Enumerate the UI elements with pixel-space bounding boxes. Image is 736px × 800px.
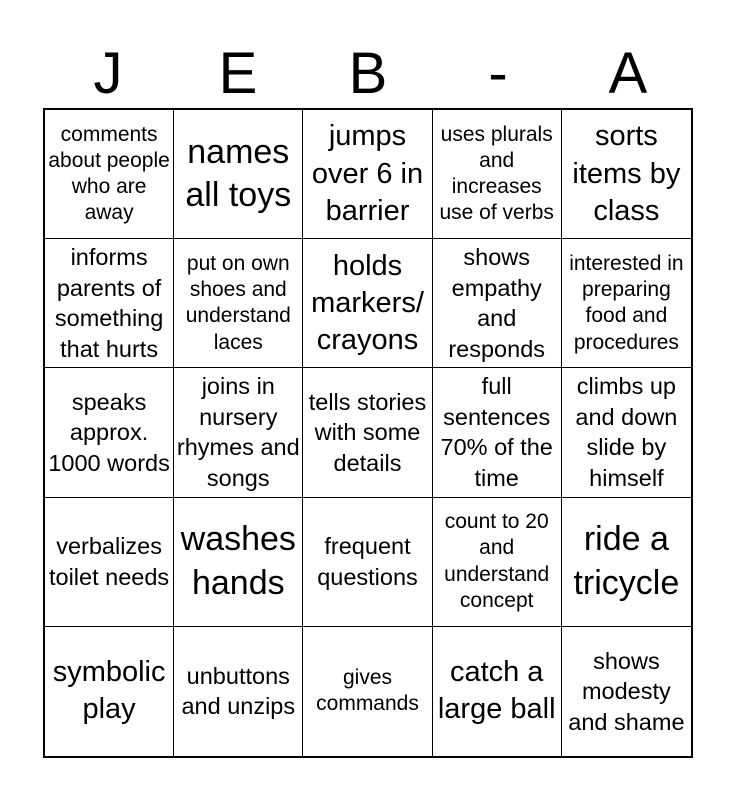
bingo-cell-label: full sentences 70% of the time xyxy=(440,373,553,492)
bingo-cell-r4c1[interactable] xyxy=(45,498,174,627)
header-letter-4: - xyxy=(488,41,508,106)
bingo-cell-r4c3[interactable] xyxy=(303,498,432,627)
bingo-board xyxy=(43,108,693,758)
header-letter-2: E xyxy=(218,41,258,106)
bingo-cell-r1c1[interactable] xyxy=(45,110,174,239)
bingo-cell-r4c5[interactable] xyxy=(562,498,691,627)
bingo-cell-r2c2[interactable] xyxy=(174,239,303,368)
bingo-cell-r5c3[interactable] xyxy=(303,627,432,756)
bingo-cell-label: count to 20 and understand concept xyxy=(444,510,550,612)
header-letter-5: A xyxy=(608,41,648,106)
bingo-cell-r5c2[interactable] xyxy=(174,627,303,756)
bingo-cell-label: gives commands xyxy=(316,666,419,716)
bingo-cell-label: informs parents of something that hurts xyxy=(54,244,164,362)
bingo-cell-r3c5[interactable] xyxy=(562,368,691,497)
bingo-cell-r4c2[interactable] xyxy=(174,498,303,627)
bingo-cell-label: sorts items by class xyxy=(572,120,681,227)
bingo-cell-label: speaks approx. 1000 words xyxy=(48,388,170,476)
bingo-cell-label: verbalizes toilet needs xyxy=(48,533,170,590)
bingo-cell-r1c2[interactable] xyxy=(174,110,303,239)
bingo-cell-label: climbs up and down slide by himself xyxy=(575,373,678,492)
bingo-cell-label: frequent questions xyxy=(317,533,418,590)
bingo-cell-r1c4[interactable] xyxy=(433,110,562,239)
bingo-cell-r2c5[interactable] xyxy=(562,239,691,368)
bingo-cell-label: shows modesty and shame xyxy=(568,647,685,735)
bingo-cell-label: put on own shoes and understand laces xyxy=(185,251,291,354)
bingo-cell-r2c1[interactable] xyxy=(45,239,174,368)
bingo-cell-label: uses plurals and increases use of verbs xyxy=(439,122,554,225)
bingo-cell-r3c4[interactable] xyxy=(433,368,562,497)
header-letter-1: J xyxy=(93,41,123,106)
bingo-cell-label: jumps over 6 in barrier xyxy=(311,120,424,227)
bingo-cell-r5c1[interactable] xyxy=(45,627,174,756)
bingo-cell-label: shows empathy and responds xyxy=(448,244,546,362)
bingo-cell-label: catch a large ball xyxy=(437,656,556,726)
bingo-cell-r1c3[interactable] xyxy=(303,110,432,239)
bingo-cell-r3c2[interactable] xyxy=(174,368,303,497)
header-letter-3: B xyxy=(348,41,388,106)
bingo-cell-r2c4[interactable] xyxy=(433,239,562,368)
bingo-cell-label: unbuttons and unzips xyxy=(181,662,296,720)
bingo-cell-label: washes hands xyxy=(180,520,296,602)
bingo-cell-r5c4[interactable] xyxy=(433,627,562,756)
bingo-cell-label: tells stories with some details xyxy=(308,388,427,476)
bingo-cell-label: comments about people who are away xyxy=(48,122,170,225)
bingo-cell-label: symbolic play xyxy=(52,656,166,726)
bingo-cell-label: interested in preparing food and procedures xyxy=(569,251,684,354)
bingo-cell-r1c5[interactable] xyxy=(562,110,691,239)
bingo-cell-label: holds markers/ crayons xyxy=(311,249,424,356)
bingo-cell-label: names all toys xyxy=(185,132,292,215)
bingo-cell-r3c1[interactable] xyxy=(45,368,174,497)
bingo-cell-label: joins in nursery rhymes and songs xyxy=(176,373,300,492)
bingo-cell-r3c3[interactable] xyxy=(303,368,432,497)
bingo-cell-label: ride a tricycle xyxy=(573,520,680,602)
bingo-header xyxy=(43,40,693,108)
bingo-cell-r2c3[interactable] xyxy=(303,239,432,368)
bingo-cell-r5c5[interactable] xyxy=(562,627,691,756)
bingo-cell-r4c4[interactable] xyxy=(433,498,562,627)
